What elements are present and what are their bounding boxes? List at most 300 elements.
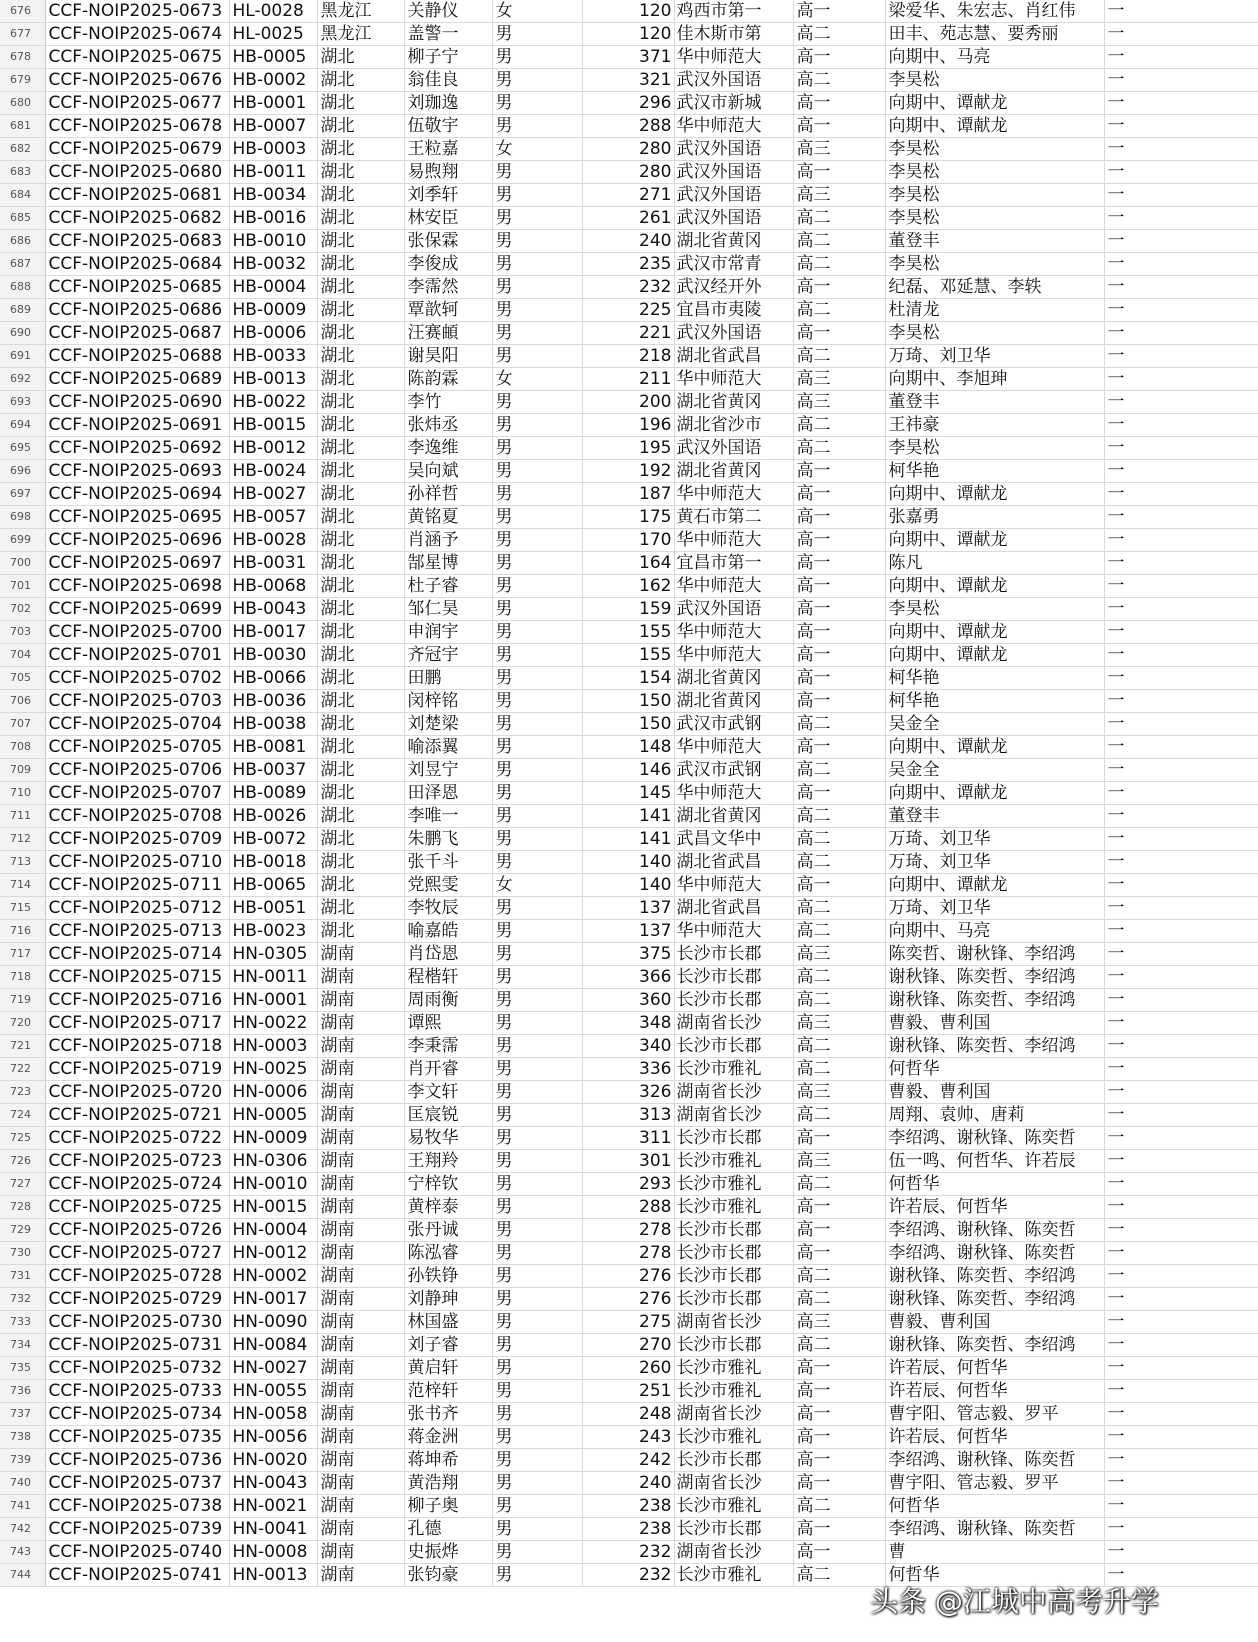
gender-cell[interactable]: 男	[492, 943, 582, 966]
school-cell[interactable]: 长沙市长郡	[674, 1127, 793, 1150]
award-level-cell[interactable]: 一	[1104, 1127, 1258, 1150]
award-level-cell[interactable]: 一	[1104, 161, 1258, 184]
gender-cell[interactable]: 男	[492, 598, 582, 621]
student-name-cell[interactable]: 蒋金洲	[404, 1426, 492, 1449]
province-cell[interactable]: 湖北	[317, 391, 404, 414]
province-cell[interactable]: 湖南	[317, 1104, 404, 1127]
student-name-cell[interactable]: 黄梓泰	[404, 1196, 492, 1219]
table-row[interactable]	[0, 713, 1258, 736]
grade-cell[interactable]: 高三	[793, 1150, 885, 1173]
award-level-cell[interactable]: 一	[1104, 299, 1258, 322]
student-name-cell[interactable]: 郜星博	[404, 552, 492, 575]
province-code-cell[interactable]: HB-0009	[229, 299, 317, 322]
score-cell[interactable]: 137	[582, 897, 674, 920]
school-cell[interactable]: 武汉市武钢	[674, 759, 793, 782]
school-cell[interactable]: 武汉外国语	[674, 184, 793, 207]
student-name-cell[interactable]: 孙祥哲	[404, 483, 492, 506]
grade-cell[interactable]: 高一	[793, 1518, 885, 1541]
award-level-cell[interactable]: 一	[1104, 391, 1258, 414]
province-code-cell[interactable]: HL-0025	[229, 23, 317, 46]
province-cell[interactable]: 湖南	[317, 1265, 404, 1288]
row-number-cell[interactable]: 742	[0, 1518, 45, 1541]
gender-cell[interactable]: 男	[492, 437, 582, 460]
grade-cell[interactable]: 高二	[793, 989, 885, 1012]
student-name-cell[interactable]: 关静仪	[404, 0, 492, 23]
coach-cell[interactable]: 周翔、袁帅、唐莉	[885, 1104, 1104, 1127]
gender-cell[interactable]: 男	[492, 736, 582, 759]
grade-cell[interactable]: 高二	[793, 437, 885, 460]
student-name-cell[interactable]: 申润宇	[404, 621, 492, 644]
student-name-cell[interactable]: 李俊成	[404, 253, 492, 276]
score-cell[interactable]: 120	[582, 0, 674, 23]
row-number-cell[interactable]: 715	[0, 897, 45, 920]
student-name-cell[interactable]: 汪赛頔	[404, 322, 492, 345]
school-cell[interactable]: 长沙市长郡	[674, 943, 793, 966]
grade-cell[interactable]: 高二	[793, 207, 885, 230]
gender-cell[interactable]: 男	[492, 966, 582, 989]
row-number-cell[interactable]: 732	[0, 1288, 45, 1311]
coach-cell[interactable]: 曹毅、曹利国	[885, 1081, 1104, 1104]
grade-cell[interactable]: 高一	[793, 529, 885, 552]
grade-cell[interactable]: 高二	[793, 713, 885, 736]
table-row[interactable]	[0, 874, 1258, 897]
award-level-cell[interactable]: 一	[1104, 644, 1258, 667]
entry-id-cell[interactable]: CCF-NOIP2025-0688	[45, 345, 229, 368]
grade-cell[interactable]: 高二	[793, 1495, 885, 1518]
table-row[interactable]	[0, 437, 1258, 460]
entry-id-cell[interactable]: CCF-NOIP2025-0720	[45, 1081, 229, 1104]
gender-cell[interactable]: 男	[492, 575, 582, 598]
student-name-cell[interactable]: 邹仁昊	[404, 598, 492, 621]
school-cell[interactable]: 长沙市雅礼	[674, 1173, 793, 1196]
row-number-cell[interactable]: 677	[0, 23, 45, 46]
school-cell[interactable]: 长沙市长郡	[674, 1518, 793, 1541]
grade-cell[interactable]: 高二	[793, 23, 885, 46]
student-name-cell[interactable]: 李竹	[404, 391, 492, 414]
province-cell[interactable]: 湖北	[317, 897, 404, 920]
province-cell[interactable]: 湖北	[317, 483, 404, 506]
student-name-cell[interactable]: 周雨衡	[404, 989, 492, 1012]
award-level-cell[interactable]: 一	[1104, 23, 1258, 46]
student-name-cell[interactable]: 翁佳良	[404, 69, 492, 92]
student-name-cell[interactable]: 易牧华	[404, 1127, 492, 1150]
grade-cell[interactable]: 高三	[793, 368, 885, 391]
province-code-cell[interactable]: HN-0011	[229, 966, 317, 989]
province-cell[interactable]: 湖北	[317, 575, 404, 598]
grade-cell[interactable]: 高二	[793, 345, 885, 368]
score-cell[interactable]: 195	[582, 437, 674, 460]
province-code-cell[interactable]: HB-0037	[229, 759, 317, 782]
award-level-cell[interactable]: 一	[1104, 1035, 1258, 1058]
row-number-cell[interactable]: 721	[0, 1035, 45, 1058]
student-name-cell[interactable]: 喻添翼	[404, 736, 492, 759]
student-name-cell[interactable]: 林国盛	[404, 1311, 492, 1334]
score-cell[interactable]: 293	[582, 1173, 674, 1196]
coach-cell[interactable]: 许若辰、何哲华	[885, 1357, 1104, 1380]
grade-cell[interactable]: 高二	[793, 759, 885, 782]
student-name-cell[interactable]: 陈韵霖	[404, 368, 492, 391]
gender-cell[interactable]: 男	[492, 1518, 582, 1541]
entry-id-cell[interactable]: CCF-NOIP2025-0727	[45, 1242, 229, 1265]
school-cell[interactable]: 湖南省长沙	[674, 1311, 793, 1334]
province-cell[interactable]: 湖北	[317, 345, 404, 368]
row-number-cell[interactable]: 725	[0, 1127, 45, 1150]
row-number-cell[interactable]: 743	[0, 1541, 45, 1564]
score-cell[interactable]: 141	[582, 805, 674, 828]
student-name-cell[interactable]: 张炜丞	[404, 414, 492, 437]
province-cell[interactable]: 湖北	[317, 920, 404, 943]
student-name-cell[interactable]: 闵梓铭	[404, 690, 492, 713]
coach-cell[interactable]: 陈凡	[885, 552, 1104, 575]
province-cell[interactable]: 湖北	[317, 828, 404, 851]
gender-cell[interactable]: 男	[492, 506, 582, 529]
row-number-cell[interactable]: 729	[0, 1219, 45, 1242]
province-code-cell[interactable]: HB-0001	[229, 92, 317, 115]
entry-id-cell[interactable]: CCF-NOIP2025-0673	[45, 0, 229, 23]
row-number-cell[interactable]: 737	[0, 1403, 45, 1426]
coach-cell[interactable]: 向期中、谭献龙	[885, 644, 1104, 667]
grade-cell[interactable]: 高一	[793, 575, 885, 598]
table-row[interactable]	[0, 276, 1258, 299]
province-code-cell[interactable]: HN-0006	[229, 1081, 317, 1104]
gender-cell[interactable]: 男	[492, 828, 582, 851]
school-cell[interactable]: 鸡西市第一	[674, 0, 793, 23]
award-level-cell[interactable]: 一	[1104, 805, 1258, 828]
province-cell[interactable]: 湖南	[317, 1311, 404, 1334]
row-number-cell[interactable]: 706	[0, 690, 45, 713]
province-cell[interactable]: 湖南	[317, 1242, 404, 1265]
school-cell[interactable]: 长沙市雅礼	[674, 1380, 793, 1403]
table-row[interactable]	[0, 92, 1258, 115]
grade-cell[interactable]: 高一	[793, 276, 885, 299]
entry-id-cell[interactable]: CCF-NOIP2025-0735	[45, 1426, 229, 1449]
entry-id-cell[interactable]: CCF-NOIP2025-0732	[45, 1357, 229, 1380]
table-row[interactable]	[0, 1081, 1258, 1104]
coach-cell[interactable]: 谢秋锋、陈奕哲、李绍鸿	[885, 1035, 1104, 1058]
province-cell[interactable]: 湖南	[317, 989, 404, 1012]
student-name-cell[interactable]: 黄启轩	[404, 1357, 492, 1380]
score-cell[interactable]: 348	[582, 1012, 674, 1035]
row-number-cell[interactable]: 679	[0, 69, 45, 92]
gender-cell[interactable]: 男	[492, 621, 582, 644]
score-cell[interactable]: 251	[582, 1380, 674, 1403]
award-level-cell[interactable]: 一	[1104, 1173, 1258, 1196]
grade-cell[interactable]: 高一	[793, 736, 885, 759]
gender-cell[interactable]: 男	[492, 1495, 582, 1518]
province-cell[interactable]: 湖北	[317, 207, 404, 230]
score-cell[interactable]: 155	[582, 621, 674, 644]
province-cell[interactable]: 湖北	[317, 414, 404, 437]
student-name-cell[interactable]: 肖涵予	[404, 529, 492, 552]
score-cell[interactable]: 240	[582, 1472, 674, 1495]
grade-cell[interactable]: 高一	[793, 322, 885, 345]
award-level-cell[interactable]: 一	[1104, 966, 1258, 989]
table-row[interactable]	[0, 414, 1258, 437]
student-name-cell[interactable]: 王粒嘉	[404, 138, 492, 161]
gender-cell[interactable]: 男	[492, 414, 582, 437]
student-name-cell[interactable]: 齐冠宇	[404, 644, 492, 667]
score-cell[interactable]: 242	[582, 1449, 674, 1472]
gender-cell[interactable]: 男	[492, 322, 582, 345]
province-cell[interactable]: 湖北	[317, 161, 404, 184]
school-cell[interactable]: 长沙市长郡	[674, 1288, 793, 1311]
row-number-cell[interactable]: 709	[0, 759, 45, 782]
row-number-cell[interactable]: 735	[0, 1357, 45, 1380]
score-cell[interactable]: 218	[582, 345, 674, 368]
table-row[interactable]	[0, 759, 1258, 782]
student-name-cell[interactable]: 蒋坤希	[404, 1449, 492, 1472]
entry-id-cell[interactable]: CCF-NOIP2025-0693	[45, 460, 229, 483]
award-level-cell[interactable]: 一	[1104, 322, 1258, 345]
province-code-cell[interactable]: HB-0003	[229, 138, 317, 161]
table-row[interactable]	[0, 690, 1258, 713]
student-name-cell[interactable]: 刘静珅	[404, 1288, 492, 1311]
province-cell[interactable]: 湖南	[317, 1357, 404, 1380]
coach-cell[interactable]: 曹	[885, 1541, 1104, 1564]
coach-cell[interactable]: 柯华艳	[885, 667, 1104, 690]
table-row[interactable]	[0, 1403, 1258, 1426]
coach-cell[interactable]: 向期中、谭献龙	[885, 874, 1104, 897]
coach-cell[interactable]: 谢秋锋、陈奕哲、李绍鸿	[885, 1334, 1104, 1357]
province-cell[interactable]: 湖北	[317, 874, 404, 897]
province-cell[interactable]: 湖北	[317, 759, 404, 782]
table-row[interactable]	[0, 115, 1258, 138]
province-code-cell[interactable]: HN-0090	[229, 1311, 317, 1334]
entry-id-cell[interactable]: CCF-NOIP2025-0714	[45, 943, 229, 966]
table-row[interactable]	[0, 345, 1258, 368]
province-cell[interactable]: 湖南	[317, 1081, 404, 1104]
entry-id-cell[interactable]: CCF-NOIP2025-0734	[45, 1403, 229, 1426]
entry-id-cell[interactable]: CCF-NOIP2025-0678	[45, 115, 229, 138]
award-level-cell[interactable]: 一	[1104, 690, 1258, 713]
entry-id-cell[interactable]: CCF-NOIP2025-0706	[45, 759, 229, 782]
province-cell[interactable]: 湖北	[317, 368, 404, 391]
gender-cell[interactable]: 男	[492, 644, 582, 667]
row-number-cell[interactable]: 739	[0, 1449, 45, 1472]
score-cell[interactable]: 192	[582, 460, 674, 483]
school-cell[interactable]: 华中师范大	[674, 920, 793, 943]
coach-cell[interactable]: 董登丰	[885, 805, 1104, 828]
school-cell[interactable]: 湖南省长沙	[674, 1012, 793, 1035]
school-cell[interactable]: 长沙市长郡	[674, 1242, 793, 1265]
grade-cell[interactable]: 高一	[793, 161, 885, 184]
gender-cell[interactable]: 男	[492, 1288, 582, 1311]
grade-cell[interactable]: 高二	[793, 230, 885, 253]
student-name-cell[interactable]: 陈泓睿	[404, 1242, 492, 1265]
school-cell[interactable]: 武汉外国语	[674, 598, 793, 621]
gender-cell[interactable]: 男	[492, 299, 582, 322]
coach-cell[interactable]: 谢秋锋、陈奕哲、李绍鸿	[885, 1265, 1104, 1288]
province-cell[interactable]: 湖南	[317, 1127, 404, 1150]
gender-cell[interactable]: 男	[492, 1380, 582, 1403]
coach-cell[interactable]: 何哲华	[885, 1173, 1104, 1196]
score-cell[interactable]: 196	[582, 414, 674, 437]
student-name-cell[interactable]: 张书齐	[404, 1403, 492, 1426]
row-number-cell[interactable]: 699	[0, 529, 45, 552]
province-code-cell[interactable]: HL-0028	[229, 0, 317, 23]
award-level-cell[interactable]: 一	[1104, 552, 1258, 575]
table-row[interactable]	[0, 1472, 1258, 1495]
province-code-cell[interactable]: HB-0012	[229, 437, 317, 460]
entry-id-cell[interactable]: CCF-NOIP2025-0736	[45, 1449, 229, 1472]
province-code-cell[interactable]: HN-0001	[229, 989, 317, 1012]
award-level-cell[interactable]: 一	[1104, 207, 1258, 230]
gender-cell[interactable]: 男	[492, 920, 582, 943]
table-row[interactable]	[0, 736, 1258, 759]
table-row[interactable]	[0, 23, 1258, 46]
table-row[interactable]	[0, 667, 1258, 690]
score-cell[interactable]: 336	[582, 1058, 674, 1081]
entry-id-cell[interactable]: CCF-NOIP2025-0710	[45, 851, 229, 874]
school-cell[interactable]: 湖南省长沙	[674, 1081, 793, 1104]
award-level-cell[interactable]: 一	[1104, 368, 1258, 391]
table-row[interactable]	[0, 138, 1258, 161]
entry-id-cell[interactable]: CCF-NOIP2025-0719	[45, 1058, 229, 1081]
province-cell[interactable]: 湖北	[317, 460, 404, 483]
award-level-cell[interactable]: 一	[1104, 253, 1258, 276]
school-cell[interactable]: 长沙市长郡	[674, 966, 793, 989]
award-level-cell[interactable]: 一	[1104, 69, 1258, 92]
score-cell[interactable]: 175	[582, 506, 674, 529]
entry-id-cell[interactable]: CCF-NOIP2025-0683	[45, 230, 229, 253]
row-number-cell[interactable]: 738	[0, 1426, 45, 1449]
row-number-cell[interactable]: 734	[0, 1334, 45, 1357]
province-code-cell[interactable]: HN-0003	[229, 1035, 317, 1058]
province-cell[interactable]: 湖北	[317, 69, 404, 92]
row-number-cell[interactable]: 716	[0, 920, 45, 943]
grade-cell[interactable]: 高一	[793, 1127, 885, 1150]
entry-id-cell[interactable]: CCF-NOIP2025-0697	[45, 552, 229, 575]
table-row[interactable]	[0, 299, 1258, 322]
score-cell[interactable]: 211	[582, 368, 674, 391]
province-code-cell[interactable]: HB-0013	[229, 368, 317, 391]
student-name-cell[interactable]: 李唯一	[404, 805, 492, 828]
award-level-cell[interactable]: 一	[1104, 1495, 1258, 1518]
grade-cell[interactable]: 高一	[793, 1472, 885, 1495]
province-code-cell[interactable]: HN-0021	[229, 1495, 317, 1518]
table-row[interactable]	[0, 1265, 1258, 1288]
school-cell[interactable]: 华中师范大	[674, 736, 793, 759]
province-code-cell[interactable]: HB-0011	[229, 161, 317, 184]
table-row[interactable]	[0, 897, 1258, 920]
province-code-cell[interactable]: HB-0034	[229, 184, 317, 207]
entry-id-cell[interactable]: CCF-NOIP2025-0681	[45, 184, 229, 207]
gender-cell[interactable]: 男	[492, 115, 582, 138]
student-name-cell[interactable]: 张钧豪	[404, 1564, 492, 1587]
grade-cell[interactable]: 高一	[793, 1357, 885, 1380]
student-name-cell[interactable]: 林安臣	[404, 207, 492, 230]
entry-id-cell[interactable]: CCF-NOIP2025-0713	[45, 920, 229, 943]
score-cell[interactable]: 261	[582, 207, 674, 230]
province-cell[interactable]: 湖北	[317, 667, 404, 690]
table-row[interactable]	[0, 920, 1258, 943]
entry-id-cell[interactable]: CCF-NOIP2025-0711	[45, 874, 229, 897]
score-cell[interactable]: 150	[582, 690, 674, 713]
student-name-cell[interactable]: 刘楚梁	[404, 713, 492, 736]
student-name-cell[interactable]: 谢昊阳	[404, 345, 492, 368]
student-name-cell[interactable]: 伍敬宇	[404, 115, 492, 138]
province-code-cell[interactable]: HN-0084	[229, 1334, 317, 1357]
coach-cell[interactable]: 李昊松	[885, 437, 1104, 460]
grade-cell[interactable]: 高三	[793, 1012, 885, 1035]
table-row[interactable]	[0, 1150, 1258, 1173]
award-level-cell[interactable]: 一	[1104, 1265, 1258, 1288]
table-row[interactable]	[0, 391, 1258, 414]
entry-id-cell[interactable]: CCF-NOIP2025-0692	[45, 437, 229, 460]
coach-cell[interactable]: 李昊松	[885, 69, 1104, 92]
award-level-cell[interactable]: 一	[1104, 1403, 1258, 1426]
school-cell[interactable]: 华中师范大	[674, 529, 793, 552]
province-code-cell[interactable]: HN-0055	[229, 1380, 317, 1403]
grade-cell[interactable]: 高二	[793, 828, 885, 851]
school-cell[interactable]: 武汉外国语	[674, 322, 793, 345]
grade-cell[interactable]: 高二	[793, 805, 885, 828]
score-cell[interactable]: 164	[582, 552, 674, 575]
score-cell[interactable]: 366	[582, 966, 674, 989]
table-row[interactable]	[0, 207, 1258, 230]
grade-cell[interactable]: 高一	[793, 598, 885, 621]
province-code-cell[interactable]: HB-0026	[229, 805, 317, 828]
school-cell[interactable]: 长沙市雅礼	[674, 1564, 793, 1587]
gender-cell[interactable]: 男	[492, 69, 582, 92]
entry-id-cell[interactable]: CCF-NOIP2025-0737	[45, 1472, 229, 1495]
school-cell[interactable]: 湖北省武昌	[674, 345, 793, 368]
coach-cell[interactable]: 曹宇阳、管志毅、罗平	[885, 1472, 1104, 1495]
grade-cell[interactable]: 高一	[793, 782, 885, 805]
entry-id-cell[interactable]: CCF-NOIP2025-0696	[45, 529, 229, 552]
student-name-cell[interactable]: 黄浩翔	[404, 1472, 492, 1495]
entry-id-cell[interactable]: CCF-NOIP2025-0702	[45, 667, 229, 690]
score-cell[interactable]: 159	[582, 598, 674, 621]
score-cell[interactable]: 148	[582, 736, 674, 759]
coach-cell[interactable]: 柯华艳	[885, 460, 1104, 483]
province-cell[interactable]: 湖南	[317, 1380, 404, 1403]
row-number-cell[interactable]: 682	[0, 138, 45, 161]
school-cell[interactable]: 武汉外国语	[674, 437, 793, 460]
row-number-cell[interactable]: 698	[0, 506, 45, 529]
gender-cell[interactable]: 男	[492, 552, 582, 575]
award-level-cell[interactable]: 一	[1104, 1311, 1258, 1334]
province-code-cell[interactable]: HN-0056	[229, 1426, 317, 1449]
province-cell[interactable]: 湖北	[317, 92, 404, 115]
table-row[interactable]	[0, 1357, 1258, 1380]
gender-cell[interactable]: 男	[492, 207, 582, 230]
school-cell[interactable]: 湖北省黄冈	[674, 230, 793, 253]
gender-cell[interactable]: 男	[492, 161, 582, 184]
coach-cell[interactable]: 董登丰	[885, 391, 1104, 414]
coach-cell[interactable]: 向期中、谭献龙	[885, 575, 1104, 598]
school-cell[interactable]: 华中师范大	[674, 483, 793, 506]
table-row[interactable]	[0, 0, 1258, 23]
table-row[interactable]	[0, 1518, 1258, 1541]
table-row[interactable]	[0, 1104, 1258, 1127]
student-name-cell[interactable]: 李文轩	[404, 1081, 492, 1104]
grade-cell[interactable]: 高三	[793, 1311, 885, 1334]
score-cell[interactable]: 146	[582, 759, 674, 782]
gender-cell[interactable]: 男	[492, 23, 582, 46]
row-number-cell[interactable]: 727	[0, 1173, 45, 1196]
entry-id-cell[interactable]: CCF-NOIP2025-0699	[45, 598, 229, 621]
award-level-cell[interactable]: 一	[1104, 230, 1258, 253]
coach-cell[interactable]: 何哲华	[885, 1564, 1104, 1587]
coach-cell[interactable]: 王祎豪	[885, 414, 1104, 437]
award-level-cell[interactable]: 一	[1104, 874, 1258, 897]
award-level-cell[interactable]: 一	[1104, 713, 1258, 736]
row-number-cell[interactable]: 685	[0, 207, 45, 230]
student-name-cell[interactable]: 孙铁铮	[404, 1265, 492, 1288]
province-code-cell[interactable]: HN-0027	[229, 1357, 317, 1380]
row-number-cell[interactable]: 701	[0, 575, 45, 598]
